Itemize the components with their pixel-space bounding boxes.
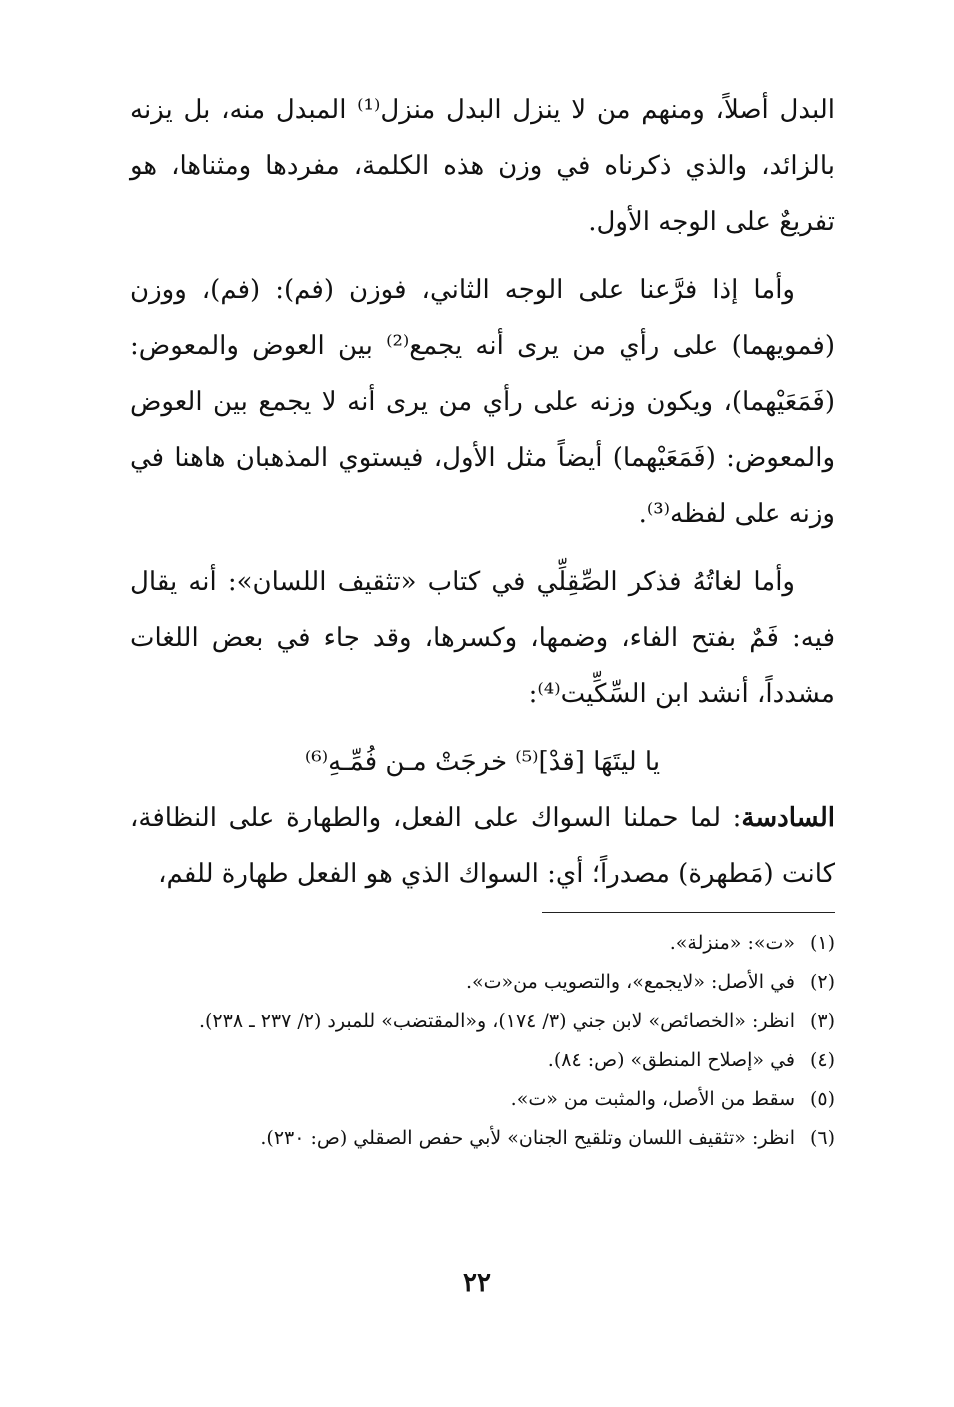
footnote-number: (٢): [809, 971, 835, 993]
footnote-text: في الأصل: «لايجمع»، والتصويب من«ت».: [465, 971, 795, 993]
footnote: [130, 1121, 835, 1156]
paragraph-2: وأما إذا فرَّعنا على الوجه الثاني، فوزن (فم): (فم)، ووزن (فمويهما) على رأي من يرى أنه يجمع⁽²⁾ بين العوض والمعوض: (فَمَعَيْهما)، ويكون وزنه على رأي من يرى أنه لا يجمع بين العوض والمعوض: (فَمَعَيْهما) أيضاً مثل الأول، فيستوي المذهبان هاهنا في وزنه على لفظه⁽³⁾.: [130, 275, 835, 529]
paragraph-1: البدل أصلاً، ومنهم من لا ينزل البدل منزل⁽¹⁾ المبدل منه، بل يزنه بالزائد، والذي ذكرناه في وزن هذه الكلمة، مفردها ومثناها، هو تفريعٌ على الوجه الأول.: [130, 95, 835, 237]
footnote-text: انظر: «الخصائص» لابن جني (٣/ ١٧٤)، و«المقتضب» للمبرد (٢/ ٢٣٧ ـ ٢٣٨).: [198, 1010, 795, 1032]
paragraph-4-text: : لما حملنا السواك على الفعل، والطهارة على النظافة، كانت (مَطهرة) مصدراً؛ أي: السواك الذي هو الفعل طهارة للفم،: [130, 803, 835, 889]
footnote-text: سقط من الأصل، والمثبت من «ت».: [510, 1088, 795, 1110]
footnote-number: (٥): [809, 1088, 835, 1110]
footnote-text: «ت»: «منزلة».: [669, 932, 795, 954]
footnote-text: في «إصلاح المنطق» (ص: ٨٤).: [547, 1049, 795, 1071]
footnote-separator: [542, 912, 835, 913]
page-number: ٢٢: [463, 1268, 491, 1298]
footnote-number: (٤): [809, 1049, 835, 1071]
footnote: [130, 965, 835, 1000]
footnote-number: (٣): [809, 1010, 835, 1032]
footnote: [130, 1004, 835, 1039]
footnote: [130, 926, 835, 961]
footnote-text: انظر: «تثقيف اللسان وتلقيح الجنان» لأبي حفص الصقلي (ص: ٢٣٠).: [260, 1127, 795, 1149]
poetry-verse: يا ليتَهَا [قدْ]⁽⁵⁾ خرجَتْ مـن فُمِّـهِ⁽⁶⁾: [304, 747, 661, 777]
footnote-number: (٦): [809, 1127, 835, 1149]
footnote: [130, 1082, 835, 1117]
main-text: [130, 82, 835, 914]
footnotes: [130, 926, 835, 1160]
footnote: [130, 1043, 835, 1078]
paragraph-4: [130, 790, 835, 902]
section-label: السادسة: [741, 803, 835, 833]
footnote-number: (١): [809, 932, 835, 954]
paragraph-3: وأما لغاتُهُ فذكر الصِّقِلِّي في كتاب «تثقيف اللسان»: أنه يقال فيه: فَمٌ بفتح الفاء، وضمها، وكسرها، وقد جاء في بعض اللغات مشدداً، أنشد ابن السِّكِّيت⁽⁴⁾:: [130, 567, 835, 709]
